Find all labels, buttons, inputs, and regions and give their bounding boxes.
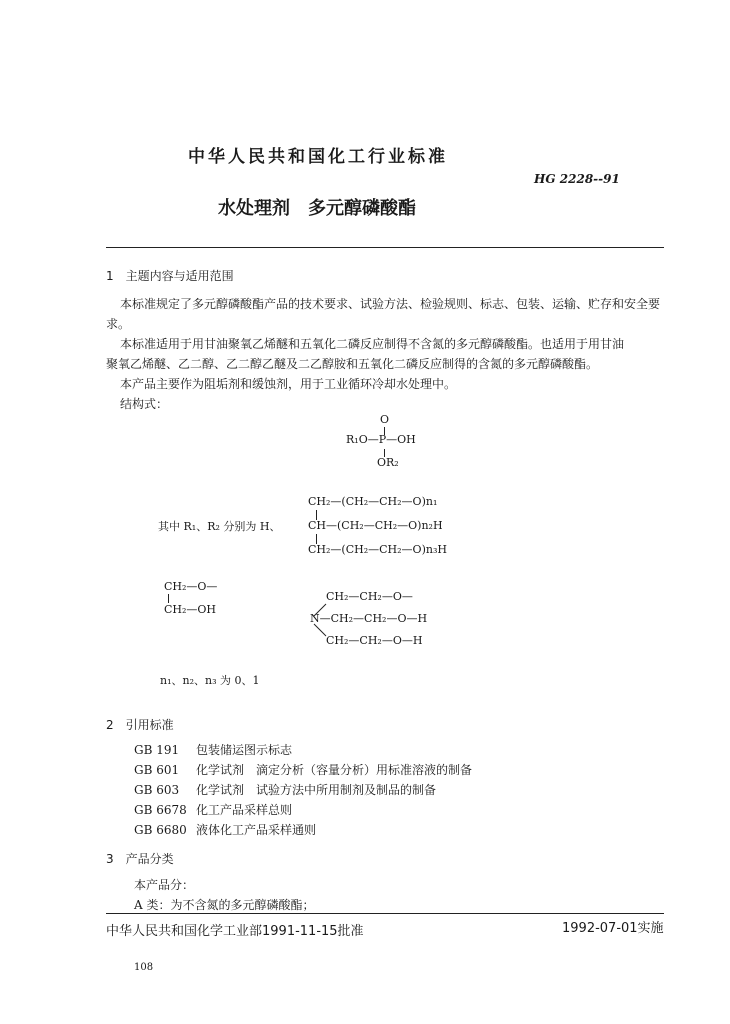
bottom-rule bbox=[106, 913, 664, 914]
ref-code: GB 603 bbox=[134, 783, 180, 797]
section-3-heading: 3 产品分类 bbox=[106, 852, 174, 866]
ref-item bbox=[134, 740, 292, 760]
effective-date: 1992-07-01实施 bbox=[562, 921, 664, 936]
section-1-para1-line1: 本标准规定了多元醇磷酸酯产品的技术要求、试验方法、检验规则、标志、包装、运输、贮存和安全要 bbox=[120, 297, 661, 311]
ref-title: 化工产品采样总则 bbox=[196, 803, 293, 817]
ref-item bbox=[134, 800, 292, 820]
ref-code: GB 191 bbox=[134, 743, 180, 757]
section-2-heading: 2 引用标准 bbox=[106, 718, 174, 732]
ref-item bbox=[134, 820, 316, 840]
amine-line-2: N—CH₂—CH₂—O—H bbox=[310, 612, 428, 625]
amine-line-1: CH₂—CH₂—O— bbox=[326, 590, 413, 603]
amine-line-3: CH₂—CH₂—O—H bbox=[326, 634, 423, 647]
glycerol-line-1: CH₂—(CH₂—CH₂—O)n₁ bbox=[308, 495, 438, 508]
ref-code: GB 601 bbox=[134, 763, 180, 777]
ref-item bbox=[134, 780, 436, 800]
glycol-bond bbox=[168, 594, 169, 603]
ref-title: 液体化工产品采样通则 bbox=[196, 823, 317, 837]
ref-title: 包装储运图示标志 bbox=[196, 743, 293, 757]
formula-core: R₁O—P—OH bbox=[346, 433, 416, 446]
section-1-heading: 1 主题内容与适用范围 bbox=[106, 269, 234, 283]
n-values: n₁、n₂、n₃ 为 0、1 bbox=[160, 674, 260, 687]
ref-item bbox=[134, 760, 472, 780]
glycol-line-2: CH₂—OH bbox=[164, 603, 217, 616]
formula-top-oxygen: O bbox=[380, 413, 390, 426]
section-3-line1: 本产品分： bbox=[134, 878, 195, 892]
section-3-line2: A 类：为不含氮的多元醇磷酸酯； bbox=[134, 898, 315, 912]
issuing-authority: 中华人民共和国化工行业标准 bbox=[188, 147, 448, 167]
structure-label: 结构式： bbox=[120, 397, 169, 411]
standard-title: 水处理剂 多元醇磷酸酯 bbox=[218, 198, 416, 219]
section-1-para1-line2: 求。 bbox=[106, 317, 131, 331]
glycerol-line-2: CH—(CH₂—CH₂—O)n₂H bbox=[308, 519, 443, 532]
formula-bottom-group: OR₂ bbox=[377, 456, 399, 469]
glycerol-line-3: CH₂—(CH₂—CH₂—O)n₃H bbox=[308, 543, 447, 556]
standard-code: HG 2228--91 bbox=[534, 172, 620, 186]
top-rule bbox=[106, 247, 664, 248]
section-1-para2-line2: 聚氧乙烯醚、乙二醇、乙二醇乙醚及二乙醇胺和五氧化二磷反应制得的含氮的多元醇磷酸酯。 bbox=[106, 357, 599, 371]
ref-title: 化学试剂 滴定分析（容量分析）用标准溶液的制备 bbox=[196, 763, 473, 777]
approval-note: 中华人民共和国化学工业部1991-11-15批准 bbox=[106, 924, 364, 939]
glycol-line-1: CH₂—O— bbox=[164, 580, 218, 593]
where-label: 其中 R₁、R₂ 分别为 H、 bbox=[158, 520, 281, 533]
ref-code: GB 6678 bbox=[134, 803, 187, 817]
ref-code: GB 6680 bbox=[134, 823, 187, 837]
section-1-para3: 本产品主要作为阻垢剂和缓蚀剂，用于工业循环冷却水处理中。 bbox=[120, 377, 457, 391]
page-number: 108 bbox=[134, 962, 154, 973]
ref-title: 化学试剂 试验方法中所用制剂及制品的制备 bbox=[196, 783, 437, 797]
section-1-para2-line1: 本标准适用于用甘油聚氧乙烯醚和五氧化二磷反应制得不含氮的多元醇磷酸酯。也适用于用甘油 bbox=[120, 337, 625, 351]
